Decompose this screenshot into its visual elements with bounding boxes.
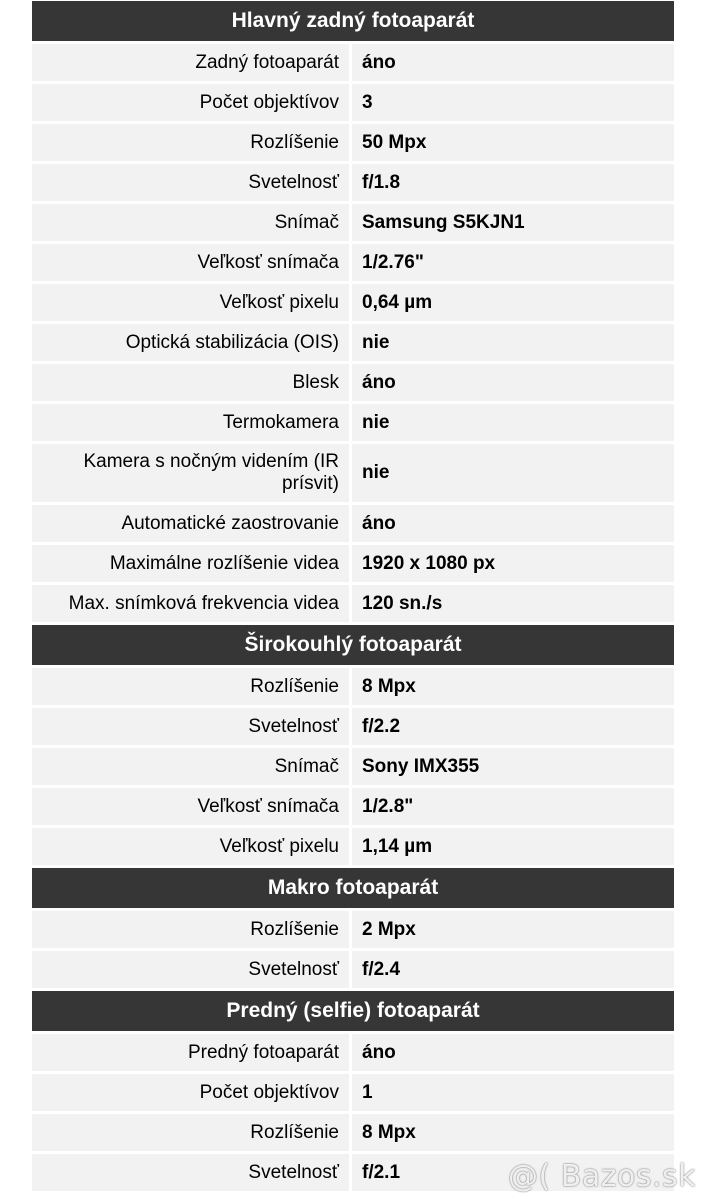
- spec-value: 50 Mpx: [352, 124, 674, 161]
- spec-value: 8 Mpx: [352, 668, 674, 705]
- spec-value: f/2.1: [352, 1154, 674, 1191]
- spec-label: Predný fotoaparát: [32, 1034, 352, 1071]
- spec-value: nie: [352, 404, 674, 441]
- spec-value: áno: [352, 1034, 674, 1071]
- spec-value: 0,64 µm: [352, 284, 674, 321]
- spec-value: nie: [352, 324, 674, 361]
- spec-value: Sony IMX355: [352, 748, 674, 785]
- spec-value: 1/2.8": [352, 788, 674, 825]
- spec-row: [32, 124, 674, 161]
- spec-row: [32, 1074, 674, 1111]
- spec-row: [32, 505, 674, 542]
- section-title: Predný (selfie) fotoaparát: [32, 991, 674, 1031]
- spec-row: [32, 668, 674, 705]
- spec-row: [32, 444, 674, 502]
- spec-label: Optická stabilizácia (OIS): [32, 324, 352, 361]
- spec-row: [32, 44, 674, 81]
- spec-row: [32, 748, 674, 785]
- spec-label: Snímač: [32, 748, 352, 785]
- spec-label: Termokamera: [32, 404, 352, 441]
- spec-label: Rozlíšenie: [32, 1114, 352, 1151]
- spec-value: f/2.4: [352, 951, 674, 988]
- spec-value: 120 sn./s: [352, 585, 674, 622]
- spec-value: 3: [352, 84, 674, 121]
- spec-row: [32, 364, 674, 401]
- spec-label: Blesk: [32, 364, 352, 401]
- spec-label: Počet objektívov: [32, 1074, 352, 1111]
- spec-value: 1,14 µm: [352, 828, 674, 865]
- spec-value: 1: [352, 1074, 674, 1111]
- bazos-watermark: @( Bazos.sk: [508, 1159, 696, 1194]
- spec-row: [32, 1034, 674, 1071]
- spec-label: Rozlíšenie: [32, 124, 352, 161]
- spec-label: Rozlíšenie: [32, 911, 352, 948]
- spec-row: [32, 708, 674, 745]
- spec-label: Svetelnosť: [32, 164, 352, 201]
- spec-row: [32, 204, 674, 241]
- spec-label: Veľkosť pixelu: [32, 828, 352, 865]
- spec-label: Snímač: [32, 204, 352, 241]
- spec-label: Veľkosť snímača: [32, 244, 352, 281]
- spec-label: Svetelnosť: [32, 708, 352, 745]
- spec-row: [32, 951, 674, 988]
- spec-label: Svetelnosť: [32, 1154, 352, 1191]
- spec-row: [32, 545, 674, 582]
- spec-row: [32, 284, 674, 321]
- spec-value: 2 Mpx: [352, 911, 674, 948]
- spec-value: f/1.8: [352, 164, 674, 201]
- spec-row: [32, 788, 674, 825]
- spec-row: [32, 84, 674, 121]
- spec-row: [32, 585, 674, 622]
- section-header-front-selfie: [32, 991, 674, 1031]
- spec-row: [32, 404, 674, 441]
- spec-label: Svetelnosť: [32, 951, 352, 988]
- spec-value: 8 Mpx: [352, 1114, 674, 1151]
- spec-label: Automatické zaostrovanie: [32, 505, 352, 542]
- section-title: Širokouhlý fotoaparát: [32, 625, 674, 665]
- spec-row: [32, 828, 674, 865]
- section-title: Makro fotoaparát: [32, 868, 674, 908]
- spec-row: [32, 164, 674, 201]
- section-header-wide-angle: [32, 625, 674, 665]
- section-header-main-rear: [32, 1, 674, 41]
- spec-label: Veľkosť pixelu: [32, 284, 352, 321]
- spec-row: [32, 1114, 674, 1151]
- spec-value: áno: [352, 364, 674, 401]
- spec-label: Kamera s nočným videním (IR prísvit): [32, 444, 352, 502]
- spec-value: f/2.2: [352, 708, 674, 745]
- spec-table-body: [32, 1, 674, 1191]
- section-header-macro: [32, 868, 674, 908]
- spec-label: Maximálne rozlíšenie videa: [32, 545, 352, 582]
- spec-row: [32, 244, 674, 281]
- spec-value: Samsung S5KJN1: [352, 204, 674, 241]
- spec-value: 1/2.76": [352, 244, 674, 281]
- spec-label: Max. snímková frekvencia videa: [32, 585, 352, 622]
- spec-value: áno: [352, 505, 674, 542]
- spec-value: 1920 x 1080 px: [352, 545, 674, 582]
- spec-label: Zadný fotoaparát: [32, 44, 352, 81]
- section-title: Hlavný zadný fotoaparát: [32, 1, 674, 41]
- spec-value: áno: [352, 44, 674, 81]
- spec-row: [32, 911, 674, 948]
- spec-value: nie: [352, 444, 674, 502]
- spec-label: Rozlíšenie: [32, 668, 352, 705]
- spec-row: [32, 324, 674, 361]
- spec-label: Veľkosť snímača: [32, 788, 352, 825]
- spec-label: Počet objektívov: [32, 84, 352, 121]
- camera-spec-table: [32, 0, 674, 1194]
